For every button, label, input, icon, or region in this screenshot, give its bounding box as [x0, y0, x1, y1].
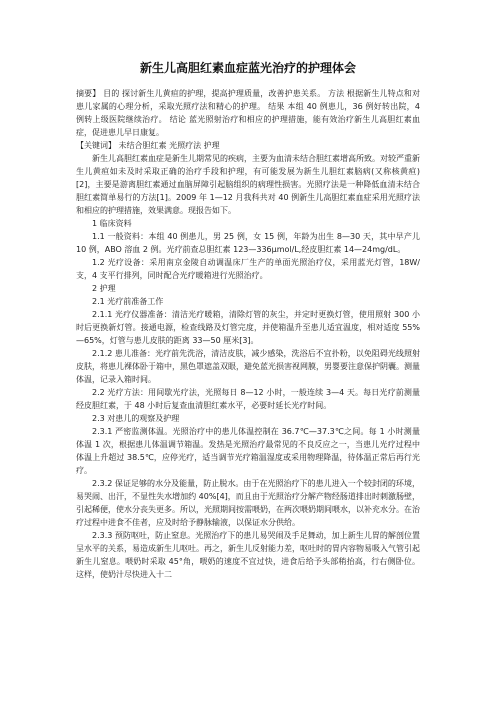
- abstract: 摘要】 目的 探讨新生儿黄疸的护理，提高护理质量，改善护患关系。 方法 根据新生儿特点和对患儿家属的心理分析，采取光照疗法和精心的护理。 结果 本组 40 例患儿，36 例好转出院，4 例转上级医院继续治疗。 结论 蓝光照射治疗和相应的护理措施，能有效治疗新生儿高胆红素血症，促进患儿早日康复。: [76, 89, 420, 137]
- section-2-heading: 2 护理: [92, 284, 116, 293]
- section-2-1-2: 2.1.2 患儿准备：光疗前先洗浴，清洁皮肤，减少感染，洗浴后不宜扑粉，以免阻碍光线照射皮肤，将患儿裸体卧于箱中，黑色罩遮盖双眼，避免蓝光损害视网膜，男婴要注意保护阴囊。测量体温，记录入箱时间。: [76, 349, 420, 384]
- section-2-3-heading: 2.3 对患儿的观察及护理: [92, 414, 180, 423]
- section-1-1: 1.1 一般资料：本组 40 例患儿，男 25 例，女 15 例，年龄为出生 8—30 天，其中早产儿 10 例，ABO 溶血 2 例。光疗前查总胆红素 123—336μmol/L,经皮胆红素 14—24mg/dL。: [76, 232, 420, 254]
- section-2-1-heading: 2.1 光疗前准备工作: [92, 297, 164, 306]
- section-1-2: 1.2 光疗设备：采用南京金陵自动调温床厂生产的单面光照治疗仪，采用蓝光灯管，18W/支，4 支平行排列，同时配合光疗暖箱进行光照治疗。: [76, 258, 420, 280]
- intro-paragraph: 新生儿高胆红素血症是新生儿期常见的疾病，主要为血清未结合胆红素增高所致。对较严重新生儿黄疸如未及时采取正确的治疗手段和护理，有可能发展为新生儿胆红素脑病(又称核黄疸)[2]，主要是游离胆红素通过血脑屏障引起脑组织的病理性损害。光照疗法是一种降低血清未结合胆红素简单易行的方法[1]。2009 年 1—12 月我科共对 40 例新生儿高胆红素血症采用光照疗法和相应的护理措施，效果满意。现报告如下。: [76, 154, 420, 215]
- section-2-1-1: 2.1.1 光疗仪器准备：清洁光疗暖箱，清除灯管的灰尘，并定时更换灯管，使用照射 300 小时后更换新灯管。接通电源，检查线路及灯管完度，并使箱温升至患儿适宜温度，相对适度 55%—65%，灯管与患儿皮肤的距离 33—50 厘米[3]。: [76, 310, 420, 345]
- section-2-3-2: 2.3.2 保证足够的水分及能量，防止脱水。由于在光照治疗下的患儿进入一个较封闭的环境，易哭闹、出汗，不显性失水增加约 40%[4]，而且由于光照治疗分解产物经肠道排出时刺激肠壁，引起稀便，使水分丧失更多。所以，光照期间按需喂奶，在两次喂奶期间喂水，以补充水分。在治疗过程中进食不佳者，应及时给予静脉输液，以保证水分供给。: [76, 479, 420, 527]
- section-2-3-3: 2.3.3 预防呕吐，防止窒息。光照治疗下的患儿易哭闹及手足舞动，加上新生儿胃的解剖位置呈水平的关系，易造成新生儿呕吐。再之，新生儿反射能力差，呕吐时的胃内容物易吸入气管引起新生儿窒息。喂奶时采取 45°角，喂奶的速度不宜过快，进食后给予头部稍抬高，行右侧卧位。这样，使奶汁尽快进入十二: [76, 531, 420, 579]
- keywords: 【关键词】 未结合胆红素 光照疗法 护理: [76, 141, 220, 150]
- section-2-3-1: 2.3.1 严密监测体温。光照治疗中的患儿体温控制在 36.7℃—37.3℃之间。每 1 小时测量体温 1 次，根据患儿体温调节箱温。发热是光照治疗最常见的不良反应之一，当患儿光疗过程中体温上升超过 38.5℃，应停光疗，适当调节光疗箱温湿度或采用物理降温，待体温正常后再行光疗。: [76, 427, 420, 475]
- section-1-heading: 1 临床资料: [92, 219, 132, 228]
- document-title: 新生儿高胆红素血症蓝光治疗的护理体会: [139, 61, 356, 75]
- section-2-2: 2.2 光疗方法：用间歇光疗法，光照每日 8—12 小时，一般连续 3—4 天。每日光疗前测量经皮胆红素，于 48 小时后复查血清胆红素水平，必要时延长光疗时间。: [76, 388, 420, 410]
